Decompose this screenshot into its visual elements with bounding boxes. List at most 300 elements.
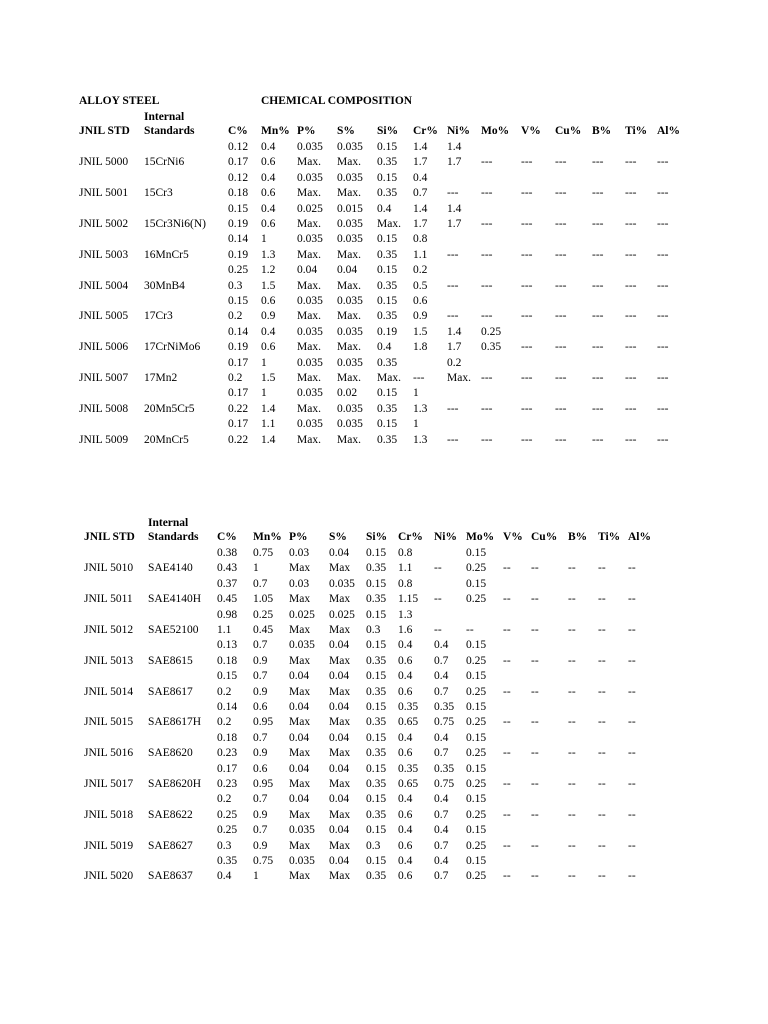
cell-ni: 0.7 bbox=[434, 655, 449, 667]
cell-cu: -- bbox=[531, 624, 539, 636]
cell-c: 0.45 bbox=[217, 593, 238, 605]
cell-ti: --- bbox=[625, 341, 637, 353]
cell-cu: -- bbox=[531, 840, 539, 852]
cell-ni: 0.4 bbox=[434, 639, 449, 651]
cell-mn: 1 bbox=[261, 387, 267, 399]
cell-c: 0.17 bbox=[228, 387, 249, 399]
header-ni: Ni% bbox=[434, 531, 457, 543]
cell-ni: --- bbox=[447, 434, 459, 446]
cell-ti: -- bbox=[598, 870, 606, 882]
cell-s: Max. bbox=[337, 156, 361, 168]
cell-mn: 0.4 bbox=[261, 172, 276, 184]
cell-s: Max bbox=[329, 593, 351, 605]
cell-si: 0.15 bbox=[366, 670, 387, 682]
cell-si: 0.15 bbox=[366, 578, 387, 590]
cell-si: 0.15 bbox=[366, 609, 387, 621]
cell-ni: -- bbox=[434, 624, 442, 636]
cell-b: -- bbox=[568, 716, 576, 728]
cell-c: 0.35 bbox=[217, 855, 238, 867]
cell-si: 0.4 bbox=[377, 203, 392, 215]
header-b: B% bbox=[568, 531, 588, 543]
cell-v: --- bbox=[521, 341, 533, 353]
cell-cr: 1.4 bbox=[413, 203, 428, 215]
cell-c: 0.2 bbox=[217, 793, 232, 805]
cell-p: Max. bbox=[297, 249, 321, 261]
cell-c: 0.19 bbox=[228, 218, 249, 230]
cell-s: Max bbox=[329, 624, 351, 636]
cell-c: 0.2 bbox=[217, 686, 232, 698]
cell-p: 0.035 bbox=[289, 855, 315, 867]
cell-si: 0.15 bbox=[377, 418, 398, 430]
cell-s: Max. bbox=[337, 187, 361, 199]
cell-mo: 0.15 bbox=[466, 732, 487, 744]
cell-s: 0.035 bbox=[337, 326, 363, 338]
cell-s: Max bbox=[329, 840, 351, 852]
cell-internal-standard: SAE8622 bbox=[148, 809, 193, 821]
cell-cr: 1.3 bbox=[398, 609, 413, 621]
cell-v: --- bbox=[521, 156, 533, 168]
cell-cr: 0.6 bbox=[398, 655, 413, 667]
cell-mn: 0.6 bbox=[253, 701, 268, 713]
cell-cr: 0.35 bbox=[398, 763, 419, 775]
cell-p: Max. bbox=[297, 403, 321, 415]
cell-cu: -- bbox=[531, 809, 539, 821]
cell-v: -- bbox=[503, 809, 511, 821]
cell-ni: Max. bbox=[447, 372, 471, 384]
cell-cu: --- bbox=[555, 218, 567, 230]
cell-cr: 1.7 bbox=[413, 156, 428, 168]
cell-cr: 1.7 bbox=[413, 218, 428, 230]
cell-mn: 1.1 bbox=[261, 418, 276, 430]
cell-b: --- bbox=[592, 341, 604, 353]
cell-c: 0.19 bbox=[228, 249, 249, 261]
cell-s: 0.035 bbox=[337, 218, 363, 230]
cell-b: --- bbox=[592, 249, 604, 261]
cell-c: 0.12 bbox=[228, 172, 249, 184]
cell-ni: --- bbox=[447, 310, 459, 322]
cell-internal-standard: 15Cr3 bbox=[144, 187, 173, 199]
cell-s: Max bbox=[329, 562, 351, 574]
cell-mn: 0.7 bbox=[253, 732, 268, 744]
cell-p: Max. bbox=[297, 218, 321, 230]
cell-al: -- bbox=[628, 686, 636, 698]
header-p: P% bbox=[297, 125, 316, 137]
cell-v: --- bbox=[521, 434, 533, 446]
cell-p: Max. bbox=[297, 434, 321, 446]
header-cr: Cr% bbox=[398, 531, 423, 543]
cell-jnil-std: JNIL 5013 bbox=[84, 655, 134, 667]
cell-p: 0.035 bbox=[297, 233, 323, 245]
cell-ni: 0.4 bbox=[434, 670, 449, 682]
cell-si: 0.35 bbox=[366, 562, 387, 574]
cell-si: 0.15 bbox=[377, 141, 398, 153]
cell-ti: -- bbox=[598, 747, 606, 759]
cell-cu: --- bbox=[555, 187, 567, 199]
cell-al: --- bbox=[657, 310, 669, 322]
cell-p: Max. bbox=[297, 156, 321, 168]
header-mo: Mo% bbox=[466, 531, 495, 543]
cell-al: --- bbox=[657, 218, 669, 230]
header-v: V% bbox=[521, 125, 541, 137]
cell-cr: 0.6 bbox=[398, 747, 413, 759]
cell-cr: 0.4 bbox=[398, 793, 413, 805]
cell-ni: 0.75 bbox=[434, 716, 455, 728]
cell-p: 0.03 bbox=[289, 547, 310, 559]
cell-cr: 0.8 bbox=[398, 578, 413, 590]
cell-si: 0.35 bbox=[366, 593, 387, 605]
cell-v: --- bbox=[521, 187, 533, 199]
cell-mn: 0.6 bbox=[261, 218, 276, 230]
cell-internal-standard: 30MnB4 bbox=[144, 280, 185, 292]
cell-s: 0.04 bbox=[329, 732, 350, 744]
cell-si: 0.35 bbox=[366, 809, 387, 821]
cell-p: 0.04 bbox=[297, 264, 318, 276]
cell-internal-standard: SAE52100 bbox=[148, 624, 199, 636]
cell-cr: 0.2 bbox=[413, 264, 428, 276]
cell-al: -- bbox=[628, 562, 636, 574]
cell-si: 0.15 bbox=[377, 295, 398, 307]
cell-c: 0.25 bbox=[228, 264, 249, 276]
cell-mn: 1.4 bbox=[261, 434, 276, 446]
cell-si: 0.35 bbox=[377, 249, 398, 261]
cell-v: --- bbox=[521, 372, 533, 384]
cell-si: 0.35 bbox=[377, 434, 398, 446]
cell-p: 0.03 bbox=[289, 578, 310, 590]
cell-b: --- bbox=[592, 372, 604, 384]
header-mn: Mn% bbox=[261, 125, 290, 137]
cell-cr: 1.8 bbox=[413, 341, 428, 353]
cell-p: 0.035 bbox=[297, 387, 323, 399]
cell-mo: --- bbox=[481, 156, 493, 168]
cell-si: 0.35 bbox=[366, 686, 387, 698]
cell-jnil-std: JNIL 5002 bbox=[79, 218, 129, 230]
cell-si: Max. bbox=[377, 218, 401, 230]
cell-p: Max bbox=[289, 716, 311, 728]
cell-jnil-std: JNIL 5014 bbox=[84, 686, 134, 698]
cell-b: -- bbox=[568, 655, 576, 667]
cell-s: 0.04 bbox=[329, 701, 350, 713]
cell-b: -- bbox=[568, 562, 576, 574]
cell-al: -- bbox=[628, 870, 636, 882]
cell-cu: --- bbox=[555, 372, 567, 384]
cell-cu: -- bbox=[531, 686, 539, 698]
cell-cu: --- bbox=[555, 249, 567, 261]
cell-s: 0.04 bbox=[329, 763, 350, 775]
title-chemical-composition: CHEMICAL COMPOSITION bbox=[261, 95, 413, 107]
cell-ti: --- bbox=[625, 280, 637, 292]
cell-cu: -- bbox=[531, 562, 539, 574]
cell-ni: 1.4 bbox=[447, 203, 462, 215]
cell-mo: -- bbox=[466, 624, 474, 636]
header-jnil-std: JNIL STD bbox=[79, 125, 130, 137]
cell-ti: -- bbox=[598, 562, 606, 574]
cell-mo: 0.15 bbox=[466, 763, 487, 775]
cell-mo: --- bbox=[481, 372, 493, 384]
cell-cr: 0.35 bbox=[398, 701, 419, 713]
cell-mn: 0.7 bbox=[253, 793, 268, 805]
cell-c: 0.25 bbox=[217, 824, 238, 836]
header-mn: Mn% bbox=[253, 531, 282, 543]
cell-cr: 0.4 bbox=[413, 172, 428, 184]
cell-cr: 0.4 bbox=[398, 732, 413, 744]
header-ti: Ti% bbox=[598, 531, 621, 543]
cell-ni: -- bbox=[434, 593, 442, 605]
cell-internal-standard: 15CrNi6 bbox=[144, 156, 185, 168]
cell-si: 0.15 bbox=[377, 387, 398, 399]
cell-s: 0.035 bbox=[329, 578, 355, 590]
header-internal-line2: Standards bbox=[148, 531, 199, 543]
cell-mn: 0.9 bbox=[253, 840, 268, 852]
cell-al: --- bbox=[657, 403, 669, 415]
cell-mo: 0.25 bbox=[466, 747, 487, 759]
cell-si: 0.15 bbox=[377, 233, 398, 245]
cell-s: 0.04 bbox=[329, 639, 350, 651]
cell-s: 0.025 bbox=[329, 609, 355, 621]
cell-cr: 0.4 bbox=[398, 670, 413, 682]
cell-mn: 0.9 bbox=[253, 655, 268, 667]
cell-mo: 0.35 bbox=[481, 341, 502, 353]
cell-cr: --- bbox=[413, 372, 425, 384]
cell-v: -- bbox=[503, 840, 511, 852]
cell-v: -- bbox=[503, 747, 511, 759]
cell-al: --- bbox=[657, 187, 669, 199]
cell-ti: -- bbox=[598, 593, 606, 605]
cell-si: 0.15 bbox=[366, 824, 387, 836]
cell-ni: 0.4 bbox=[434, 855, 449, 867]
cell-s: Max. bbox=[337, 280, 361, 292]
cell-cr: 0.65 bbox=[398, 778, 419, 790]
cell-internal-standard: SAE8617H bbox=[148, 716, 202, 728]
cell-mo: 0.15 bbox=[466, 670, 487, 682]
cell-mn: 1.2 bbox=[261, 264, 276, 276]
cell-cr: 0.6 bbox=[413, 295, 428, 307]
header-cu: Cu% bbox=[555, 125, 582, 137]
cell-p: Max. bbox=[297, 341, 321, 353]
cell-mo: 0.25 bbox=[466, 655, 487, 667]
cell-s: 0.035 bbox=[337, 418, 363, 430]
cell-ni: 0.35 bbox=[434, 701, 455, 713]
cell-si: 0.35 bbox=[377, 280, 398, 292]
cell-jnil-std: JNIL 5006 bbox=[79, 341, 129, 353]
cell-ti: -- bbox=[598, 655, 606, 667]
cell-p: 0.04 bbox=[289, 670, 310, 682]
cell-s: 0.035 bbox=[337, 141, 363, 153]
cell-al: --- bbox=[657, 280, 669, 292]
header-ni: Ni% bbox=[447, 125, 470, 137]
cell-p: Max bbox=[289, 778, 311, 790]
cell-si: 0.15 bbox=[377, 264, 398, 276]
cell-si: 0.35 bbox=[377, 310, 398, 322]
cell-p: Max bbox=[289, 655, 311, 667]
cell-mn: 0.7 bbox=[253, 824, 268, 836]
cell-v: -- bbox=[503, 870, 511, 882]
cell-v: --- bbox=[521, 280, 533, 292]
cell-ni: 0.2 bbox=[447, 357, 462, 369]
cell-s: 0.04 bbox=[337, 264, 358, 276]
cell-ti: -- bbox=[598, 840, 606, 852]
cell-cr: 0.4 bbox=[398, 855, 413, 867]
cell-mn: 0.7 bbox=[253, 578, 268, 590]
cell-ni: 0.4 bbox=[434, 793, 449, 805]
cell-mn: 0.75 bbox=[253, 855, 274, 867]
cell-mo: 0.15 bbox=[466, 547, 487, 559]
cell-cr: 0.6 bbox=[398, 840, 413, 852]
cell-ni: 0.75 bbox=[434, 778, 455, 790]
cell-b: -- bbox=[568, 778, 576, 790]
cell-si: 0.35 bbox=[377, 403, 398, 415]
cell-cu: -- bbox=[531, 716, 539, 728]
cell-ni: 0.35 bbox=[434, 763, 455, 775]
cell-cu: --- bbox=[555, 310, 567, 322]
header-si: Si% bbox=[377, 125, 399, 137]
cell-p: 0.04 bbox=[289, 793, 310, 805]
cell-mn: 1.5 bbox=[261, 372, 276, 384]
cell-si: 0.15 bbox=[366, 732, 387, 744]
cell-p: Max bbox=[289, 562, 311, 574]
cell-s: Max bbox=[329, 778, 351, 790]
cell-cr: 1 bbox=[413, 387, 419, 399]
cell-p: 0.035 bbox=[289, 639, 315, 651]
cell-s: 0.04 bbox=[329, 855, 350, 867]
cell-mn: 0.9 bbox=[253, 686, 268, 698]
cell-p: Max. bbox=[297, 310, 321, 322]
cell-ni: --- bbox=[447, 249, 459, 261]
cell-al: -- bbox=[628, 655, 636, 667]
cell-c: 0.18 bbox=[217, 732, 238, 744]
cell-cr: 1.1 bbox=[398, 562, 413, 574]
cell-mo: 0.25 bbox=[466, 870, 487, 882]
cell-mo: 0.25 bbox=[466, 562, 487, 574]
cell-p: 0.04 bbox=[289, 732, 310, 744]
cell-al: --- bbox=[657, 434, 669, 446]
cell-mn: 0.4 bbox=[261, 141, 276, 153]
cell-mn: 0.4 bbox=[261, 326, 276, 338]
header-si: Si% bbox=[366, 531, 388, 543]
cell-si: 0.35 bbox=[377, 187, 398, 199]
cell-ti: -- bbox=[598, 809, 606, 821]
header-cr: Cr% bbox=[413, 125, 438, 137]
cell-cr: 0.65 bbox=[398, 716, 419, 728]
header-ti: Ti% bbox=[625, 125, 648, 137]
cell-si: 0.4 bbox=[377, 341, 392, 353]
cell-v: -- bbox=[503, 716, 511, 728]
cell-mo: 0.15 bbox=[466, 824, 487, 836]
cell-cr: 1.3 bbox=[413, 403, 428, 415]
cell-jnil-std: JNIL 5007 bbox=[79, 372, 129, 384]
cell-s: Max. bbox=[337, 249, 361, 261]
cell-s: Max. bbox=[337, 434, 361, 446]
header-s: S% bbox=[337, 125, 355, 137]
cell-ni: --- bbox=[447, 403, 459, 415]
cell-cr: 0.5 bbox=[413, 280, 428, 292]
cell-cu: --- bbox=[555, 280, 567, 292]
cell-p: Max bbox=[289, 624, 311, 636]
cell-si: 0.35 bbox=[366, 655, 387, 667]
cell-ti: --- bbox=[625, 249, 637, 261]
cell-c: 0.2 bbox=[217, 716, 232, 728]
cell-s: Max bbox=[329, 747, 351, 759]
cell-c: 0.17 bbox=[228, 418, 249, 430]
cell-internal-standard: 16MnCr5 bbox=[144, 249, 189, 261]
cell-ni: 0.7 bbox=[434, 686, 449, 698]
header-internal-line2: Standards bbox=[144, 125, 195, 137]
cell-si: 0.35 bbox=[366, 747, 387, 759]
cell-mn: 0.7 bbox=[253, 639, 268, 651]
cell-si: 0.15 bbox=[366, 701, 387, 713]
cell-s: 0.035 bbox=[337, 403, 363, 415]
cell-c: 0.18 bbox=[228, 187, 249, 199]
cell-ni: 0.7 bbox=[434, 747, 449, 759]
cell-cu: --- bbox=[555, 403, 567, 415]
cell-si: 0.19 bbox=[377, 326, 398, 338]
cell-mo: 0.25 bbox=[466, 686, 487, 698]
cell-s: 0.035 bbox=[337, 295, 363, 307]
cell-jnil-std: JNIL 5009 bbox=[79, 434, 129, 446]
header-cu: Cu% bbox=[531, 531, 558, 543]
cell-internal-standard: SAE8617 bbox=[148, 686, 193, 698]
cell-cu: --- bbox=[555, 156, 567, 168]
cell-internal-standard: SAE8620 bbox=[148, 747, 193, 759]
cell-mo: 0.25 bbox=[466, 593, 487, 605]
cell-b: -- bbox=[568, 840, 576, 852]
cell-mo: --- bbox=[481, 403, 493, 415]
cell-p: Max bbox=[289, 593, 311, 605]
cell-cu: --- bbox=[555, 341, 567, 353]
cell-b: -- bbox=[568, 593, 576, 605]
cell-ti: -- bbox=[598, 778, 606, 790]
cell-s: Max bbox=[329, 870, 351, 882]
cell-mn: 1.3 bbox=[261, 249, 276, 261]
cell-c: 0.14 bbox=[228, 326, 249, 338]
cell-ti: --- bbox=[625, 310, 637, 322]
cell-s: Max. bbox=[337, 310, 361, 322]
cell-ti: --- bbox=[625, 434, 637, 446]
cell-cr: 0.9 bbox=[413, 310, 428, 322]
cell-mn: 1 bbox=[253, 870, 259, 882]
cell-b: -- bbox=[568, 624, 576, 636]
cell-internal-standard: 17Cr3 bbox=[144, 310, 173, 322]
cell-c: 0.17 bbox=[228, 156, 249, 168]
cell-jnil-std: JNIL 5011 bbox=[84, 593, 133, 605]
cell-jnil-std: JNIL 5004 bbox=[79, 280, 129, 292]
cell-internal-standard: SAE4140H bbox=[148, 593, 202, 605]
cell-cu: --- bbox=[555, 434, 567, 446]
cell-c: 0.98 bbox=[217, 609, 238, 621]
cell-c: 0.14 bbox=[217, 701, 238, 713]
cell-b: -- bbox=[568, 686, 576, 698]
cell-p: 0.025 bbox=[297, 203, 323, 215]
cell-v: -- bbox=[503, 778, 511, 790]
cell-p: 0.035 bbox=[297, 357, 323, 369]
cell-ti: -- bbox=[598, 686, 606, 698]
cell-si: 0.15 bbox=[377, 172, 398, 184]
cell-si: 0.15 bbox=[366, 793, 387, 805]
cell-ni: 0.7 bbox=[434, 870, 449, 882]
header-c: C% bbox=[217, 531, 237, 543]
cell-c: 0.17 bbox=[217, 763, 238, 775]
cell-cr: 1 bbox=[413, 418, 419, 430]
cell-ni: 1.4 bbox=[447, 326, 462, 338]
cell-mn: 1.05 bbox=[253, 593, 274, 605]
cell-b: --- bbox=[592, 310, 604, 322]
cell-ti: -- bbox=[598, 624, 606, 636]
cell-mo: 0.15 bbox=[466, 701, 487, 713]
cell-s: Max. bbox=[337, 372, 361, 384]
cell-c: 0.15 bbox=[228, 203, 249, 215]
cell-p: 0.035 bbox=[297, 295, 323, 307]
cell-ti: -- bbox=[598, 716, 606, 728]
cell-mo: --- bbox=[481, 249, 493, 261]
